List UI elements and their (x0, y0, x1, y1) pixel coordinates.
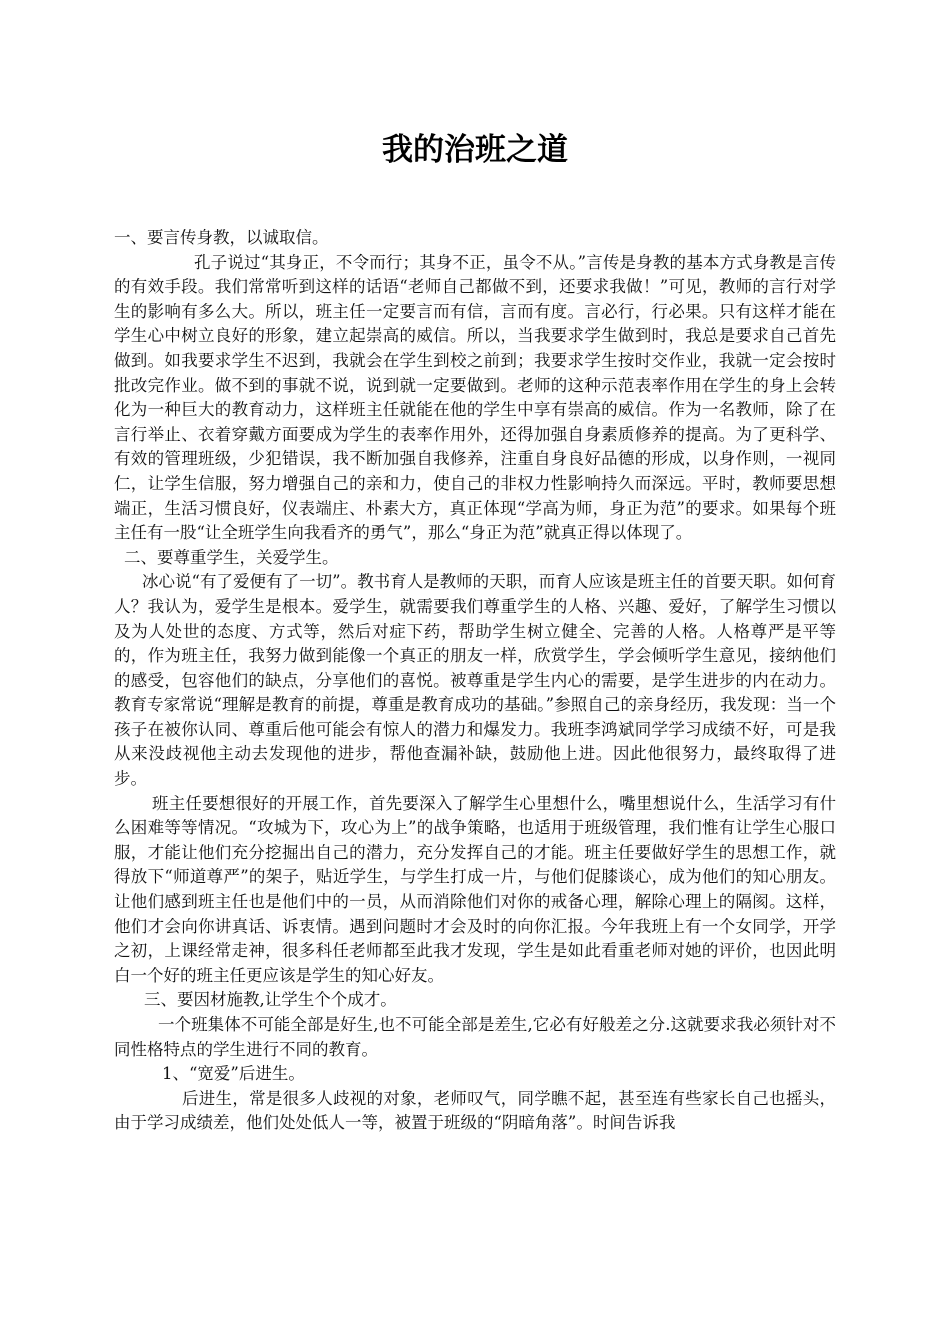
paragraph-2: 冰心说“有了爱便有了一切”。教书育人是教师的天职，而育人应该是班主任的首要天职。如何育人？我认为，爱学生是根本。爱学生，就需要我们尊重学生的人格、兴趣、爱好，了解学生习惯以及为人处世的态度、方式等，然后对症下药，帮助学生树立健全、完善的人格。人格尊严是平等的，作为班主任，我努力做到能像一个真正的朋友一样，欣赏学生，学会倾听学生意见，接纳他们的感受，包容他们的缺点，分享他们的喜悦。被尊重是学生内心的需要，是学生进步的内在动力。教育专家常说“理解是教育的前提，尊重是教育成功的基础。”参照自己的亲身经历，我发现：当一个孩子在被你认同、尊重后他可能会有惊人的潜力和爆发力。我班李鸿斌同学学习成绩不好，可是我从来没歧视他主动去发现他的进步，帮他查漏补缺，鼓励他上进。因此他很努力，最终取得了进步。 (114, 572, 836, 789)
paragraph-3: 班主任要想很好的开展工作，首先要深入了解学生心里想什么，嘴里想说什么，生活学习有什么困难等等情况。“攻城为下，攻心为上”的战争策略，也适用于班级管理，我们惟有让学生心服口服，才能让他们充分挖掘出自己的潜力，充分发挥自己的才能。班主任要做好学生的思想工作，就得放下“师道尊严”的架子，贴近学生，与学生打成一片，与他们促膝谈心，成为他们的知心朋友。让他们感到班主任也是他们中的一员，从而消除他们对你的戒备心理，解除心理上的隔阂。这样，他们才会向你讲真话、诉衷情。遇到问题时才会及时的向你汇报。今年我班上有一个女同学，开学之初，上课经常走神，很多科任老师都至此我才发现，学生是如此看重老师对她的评价，也因此明白一个好的班主任更应该是学生的知心好友。 (114, 793, 836, 985)
paragraph-5: 后进生，常是很多人歧视的对象，老师叹气，同学瞧不起，甚至连有些家长自己也摇头，由于学习成绩差，他们处处低人一等，被置于班级的“阴暗角落”。时间告诉我 (114, 1088, 836, 1133)
document-body (114, 226, 836, 1136)
subsection-heading-1: 1、“宽爱”后进生。 (162, 1064, 305, 1084)
paragraph-1: 孔子说过“其身正，不令而行；其身不正，虽令不从。”言传是身教的基本方式身教是言传的有效手段。我们常常听到这样的话语“老师自己都做不到，还要求我做！”可见，教师的言行对学生的影响有多么大。所以，班主任一定要言而有信，言而有度。言必行，行必果。只有这样才能在学生心中树立良好的形象，建立起崇高的威信。所以，当我要求学生做到时，我总是要求自己首先做到。如我要求学生不迟到，我就会在学生到校之前到；我要求学生按时交作业，我就一定会按时批改完作业。做不到的事就不说，说到就一定要做到。老师的这种示范表率作用在学生的身上会转化为一种巨大的教育动力，这样班主任就能在他的学生中享有崇高的威信。作为一名教师，除了在言行举止、衣着穿戴方面要成为学生的表率作用外，还得加强自身素质修养的提高。为了更科学、有效的管理班级，少犯错误，我不断加强自我修养，注重自身良好品德的形成，以身作则，一视同仁，让学生信服，努力增强自己的亲和力，使自己的非权力性影响持久而深远。平时，教师要思想端正，生活习惯良好，仪表端庄、朴素大方，真正体现“学高为师，身正为范”的要求。如果每个班主任有一股“让全班学生向我看齐的勇气”，那么“身正为范”就真正得以体现了。 (114, 252, 836, 543)
section-heading-2: 二、要尊重学生，关爱学生。 (124, 547, 339, 567)
document-title: 我的治班之道 (382, 132, 568, 168)
paragraph-4: 一个班集体不可能全部是好生,也不可能全部是差生,它必有好般差之分.这就要求我必须针对不同性格特点的学生进行不同的教育。 (114, 1015, 836, 1059)
section-heading-3: 三、要因材施教,让学生个个成才。 (144, 990, 397, 1010)
section-heading-1: 一、要言传身教，以诚取信。 (114, 228, 329, 247)
